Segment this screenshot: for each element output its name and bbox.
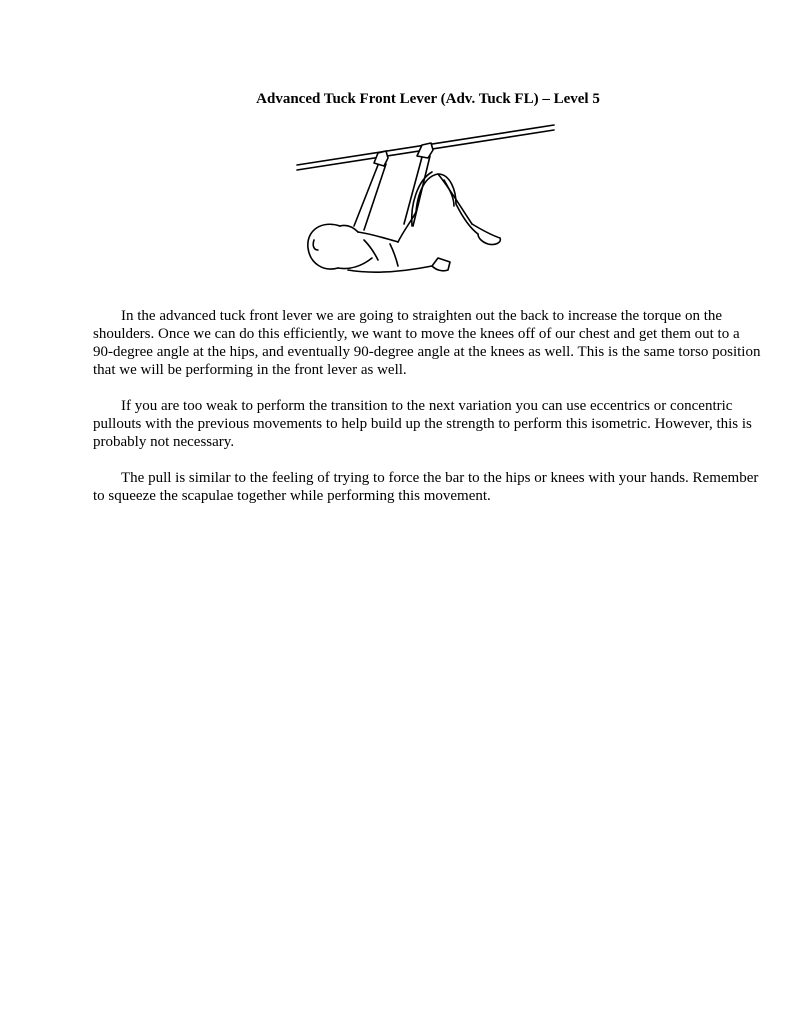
paragraph: In the advanced tuck front lever we are going to straighten out the back to increase the torque on the shoulders. Once we can do this efficiently, we want to move the knees off of our chest and get them out to a 90-degree angle at the hips, and eventually 90-degree angle at the knees as well. This is the same torso position that we will be performing in the front lever as well.	[93, 308, 761, 378]
figure	[292, 120, 560, 282]
paragraph: If you are too weak to perform the transition to the next variation you can use eccentrics or concentric pullouts with the previous movements to help build up the strength to perform this isometric. However, this is probably not necessary.	[93, 398, 752, 450]
section-title: Advanced Tuck Front Lever (Adv. Tuck FL) – Level 5	[256, 91, 600, 107]
body-text	[93, 307, 763, 523]
paragraph: The pull is similar to the feeling of trying to force the bar to the hips or knees with your hands. Remember to squeeze the scapulae together while performing this movement.	[93, 470, 759, 504]
advanced-tuck-front-lever-illustration	[292, 120, 560, 282]
